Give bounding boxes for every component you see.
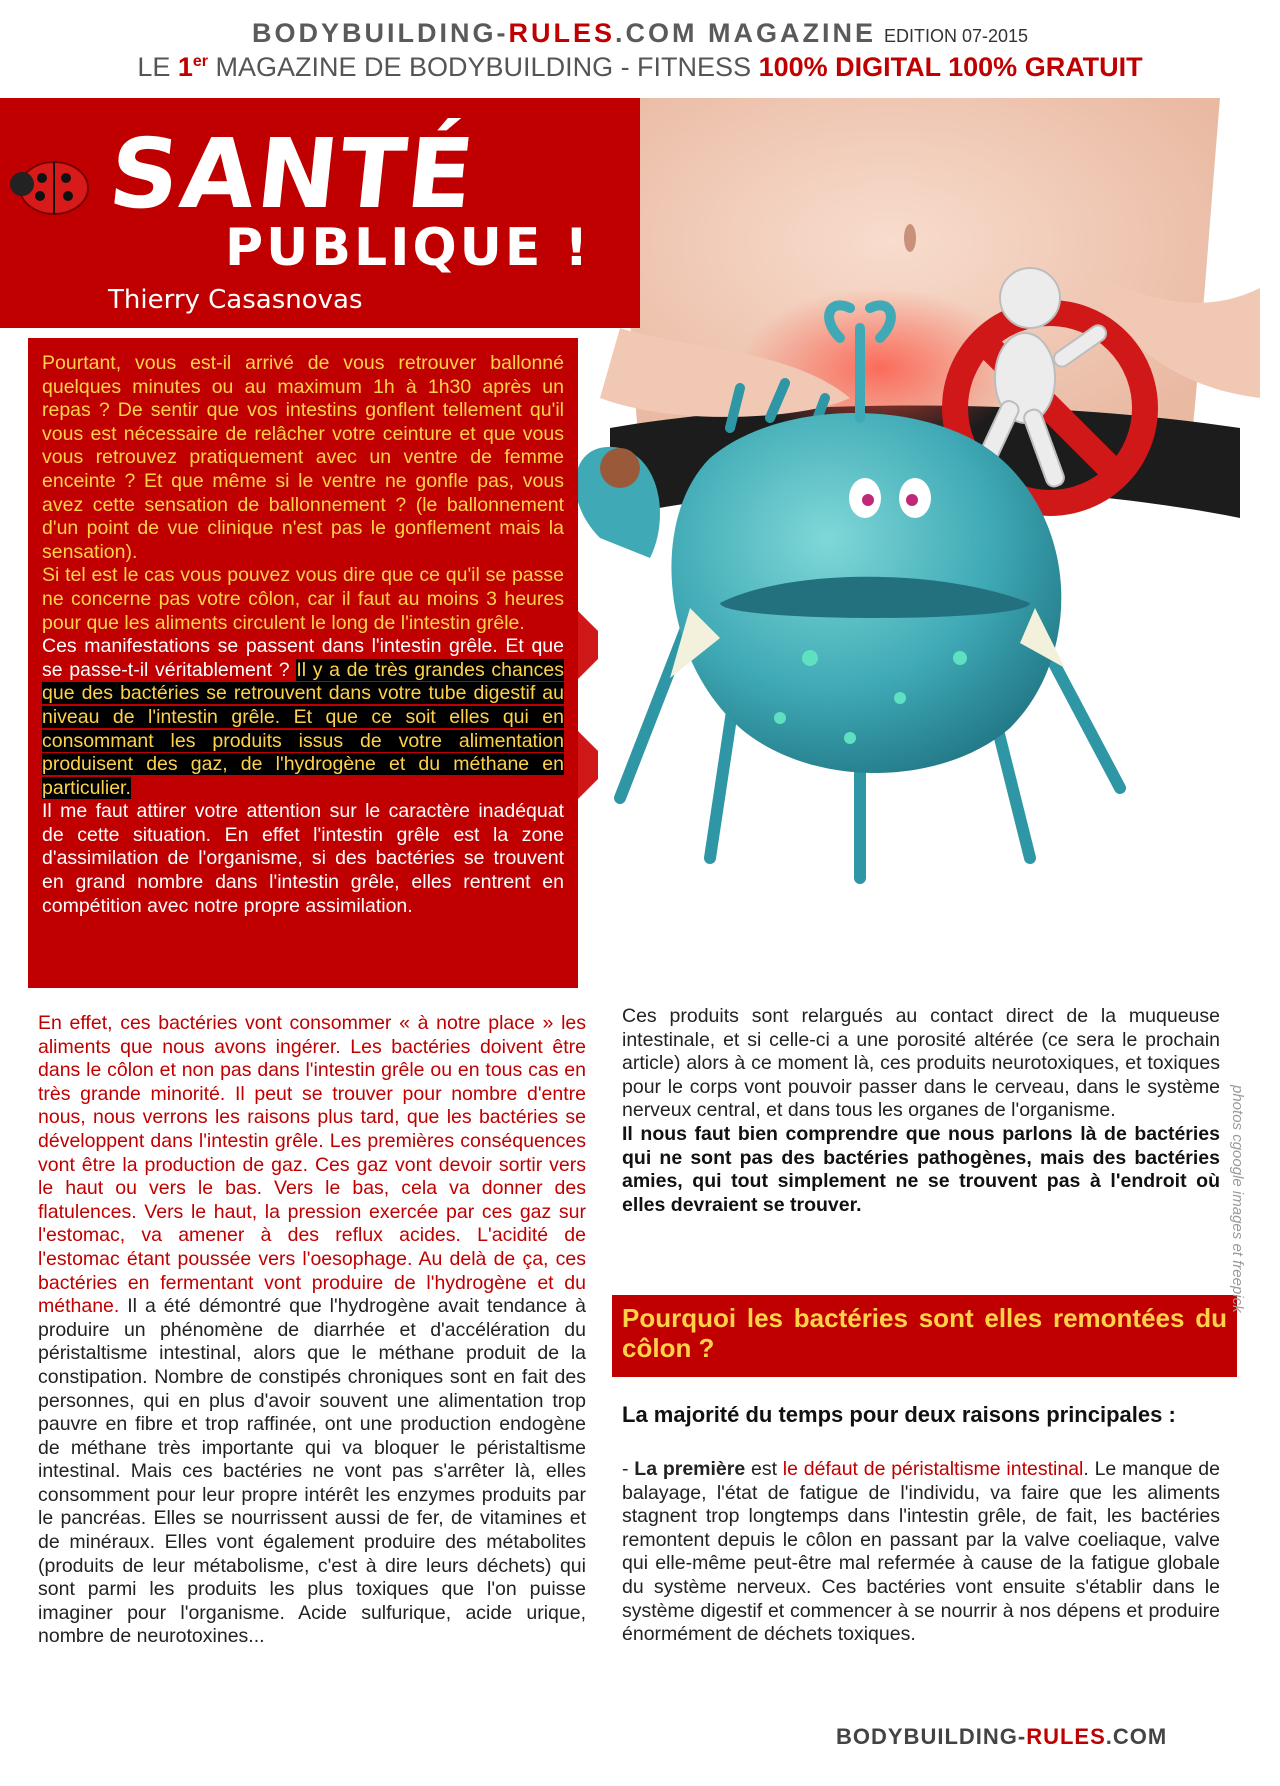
reason-bullet: - bbox=[622, 1458, 635, 1480]
reason-keyword: le défaut de péristaltisme intestinal bbox=[782, 1458, 1084, 1480]
tagline-part: LE bbox=[137, 52, 178, 82]
left-column bbox=[38, 1012, 586, 1649]
edition-label: EDITION 07-2015 bbox=[883, 26, 1029, 46]
photo-credit bbox=[1222, 1085, 1252, 1405]
author-name: Thierry Casasnovas bbox=[108, 285, 363, 315]
left-column-text: Il a été démontré que l'hydrogène avait tendance à produire un phénomène de diarrhée et d'accélération du péristaltisme intestinal, alors que le méthane produit de la constipation. Nombre de constipés chroniques sont en fait des personnes, qui en plus d'avoir souvent une alimentation trop pauvre en fibre et trop raffinée, ont une production endogène de méthane très importante qui va bloquer le péristaltisme intestinal. Mais ces bactéries ne vont pas s'arrêter là, elles consomment pour leur propre intérêt les enzymes produits par le pancréas. Elles se nourrissent aussi de fer, de vitamines et de minéraux. Elles vont également produire des métabolites (produits de leur métabolisme, c'est à dire leurs déchets) qui sont parmi les produits les plus toxiques que l'on puisse imaginer pour l'organisme. Acide sulfurique, acide urique, nombre de neurotoxines... bbox=[38, 1295, 586, 1648]
masthead-brand-suffix: .COM MAGAZINE bbox=[614, 18, 876, 48]
right-column-reasons bbox=[622, 1458, 1220, 1647]
intro-paragraph: Si tel est le cas vous pouvez vous dire que ce qu'il se passe ne concerne pas votre côlon, car il faut au moins 3 heures pour que les aliments circulent le long de l'intestin grêle. bbox=[42, 564, 564, 634]
footer-brand-part: BODYBUILDING- bbox=[836, 1724, 1027, 1749]
article-title-line1: SANTÉ bbox=[104, 118, 481, 230]
right-column-paragraph: Ces produits sont relargués au contact direct de la muqueuse intestinale, et si celle-ci a une porosité altérée (ce sera le prochain article) alors à ce moment là, ces produits neurotoxiques, et toxiques pour le corps vont pouvoir passer dans le cerveau, dans le système nerveux central, et dans tous les organes de l'organisme. bbox=[622, 1005, 1220, 1122]
left-column-red-text: En effet, ces bactéries vont consommer « à notre place » les aliments que nous avons ingérer. Les bactéries doivent être dans le côlon et non pas dans l'intestin grêle ou en tous cas en très grande minorité. Il peut se trouver pour nombre d'entre nous, nous verrons les raisons plus tard, que les bactéries se développent dans l'intestin grêle. Les premières conséquences vont être la production de gaz. Ces gaz vont devoir sortir vers le haut ou vers le bas. Vers le bas, cela va donner des flatulences. Vers le haut, la pression exercée par ces gaz sur l'estomac, va amener à des reflux acides. L'acidité de l'estomac étant poussée vers l'oesophage. Au delà de ça, ces bactéries en fermentant vont produire de l'hydrogène et du méthane. bbox=[38, 1012, 586, 1318]
intro-paragraph: Pourtant, vous est-il arrivé de vous retrouver ballonné quelques minutes ou au maximum 1h à 1h30 après un repas ? De sentir que vos intestins gonflent tellement qu'il vous est nécessaire de relâcher votre ceinture et que vous vous retrouvez pratiquement avec un ventre de femme enceinte ? Et que même si le ventre ne gonfle pas, vous avez cette sensation de ballonnement ? (le ballonnement d'un point de vue clinique n'est pas le gonflement mais la sensation). bbox=[42, 352, 564, 563]
intro-highlight: Il y a de très grandes chances que des bactéries se retrouvent dans votre tube digestif au niveau de l'intestin grêle. Et que ce soit elles qui en consommant les produits issus de votre alimentation produisent des gaz, de l'hydrogène et du méthane en particulier. bbox=[42, 658, 564, 799]
masthead-brand-rules: RULES bbox=[508, 18, 615, 48]
right-column bbox=[622, 1005, 1220, 1217]
right-column-paragraph-bold: Il nous faut bien comprendre que nous parlons là de bactéries qui ne sont pas des bactéries pathogènes, mais des bactéries amies, qui tout simplement ne se trouvent pas à l'endroit où elles devraient se trouver. bbox=[622, 1122, 1220, 1216]
section-subheading: La majorité du temps pour deux raisons principales : bbox=[622, 1402, 1176, 1427]
masthead-brand: BODYBUILDING- bbox=[251, 18, 509, 48]
tagline-highlight: 100% DIGITAL 100% GRATUIT bbox=[758, 52, 1143, 82]
footer-brand-part: .COM bbox=[1105, 1724, 1168, 1749]
masthead-title bbox=[0, 18, 1280, 49]
tagline-number: 1 bbox=[177, 52, 193, 82]
masthead-tagline bbox=[0, 52, 1280, 83]
intro-paragraph: Ces manifestations se passent dans l'intestin grêle. Et que se passe-t-il véritablement ? bbox=[42, 635, 564, 681]
photo-credit-text: photos cgoogle images et freepick bbox=[1229, 1085, 1246, 1313]
section-question-heading: Pourquoi les bactéries sont elles remontées du côlon ? bbox=[612, 1295, 1237, 1377]
hero-illustration bbox=[560, 98, 1280, 978]
footer-brand-rules: RULES bbox=[1026, 1724, 1106, 1749]
footer-brand bbox=[836, 1724, 1167, 1750]
ladybug-icon bbox=[6, 150, 92, 220]
tagline-part: MAGAZINE DE BODYBUILDING - FITNESS bbox=[208, 52, 759, 82]
tagline-superscript: er bbox=[192, 53, 208, 70]
reason-label: La première bbox=[634, 1458, 746, 1480]
article-title-line2: PUBLIQUE ! bbox=[225, 218, 592, 278]
reason-text: . Le manque de balayage, l'état de fatigue de l'individu, va faire que les aliments stagnent trop longtemps dans l'intestin grêle, de fait, les bactéries remontent depuis le côlon en passant par la valve coeliaque, valve qui elle-même peut-être mal refermée à cause de la fatigue globale du système nerveux. Ces bactéries vont ensuite s'établir dans le système digestif et commencer à se nourrir à nos dépens et produire énormément de déchets toxiques. bbox=[622, 1458, 1220, 1646]
intro-box bbox=[28, 338, 578, 988]
intro-paragraph: Il me faut attirer votre attention sur le caractère inadéquat de cette situation. En effet l'intestin grêle est la zone d'assimilation de l'organisme, si des bactéries se trouvent en grand nombre dans l'intestin grêle, elles rentrent en compétition avec notre propre assimilation. bbox=[42, 800, 564, 917]
reason-text: est bbox=[745, 1458, 783, 1480]
